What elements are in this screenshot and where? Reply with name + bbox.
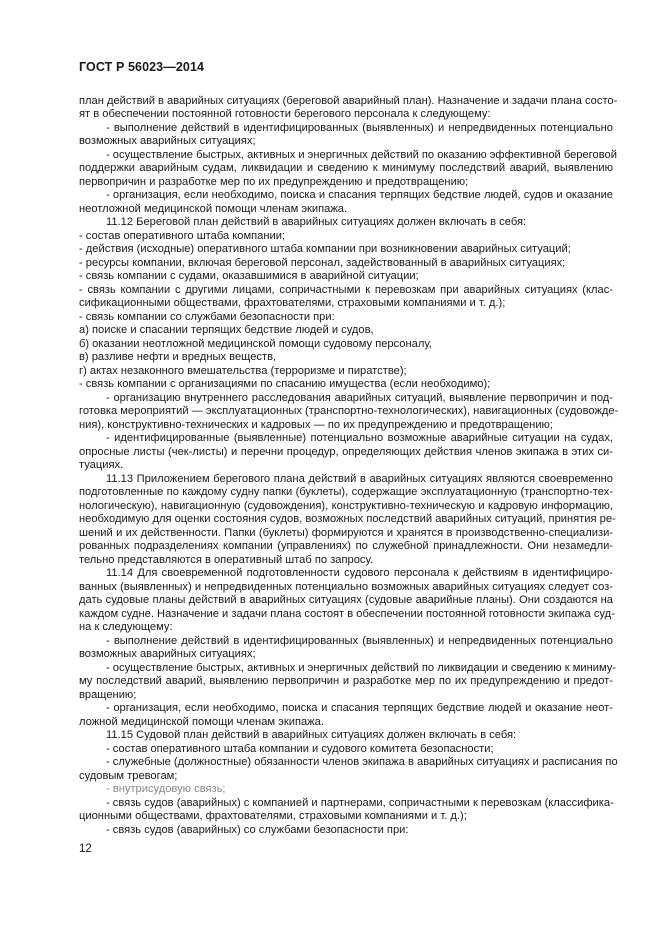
body-line: - связь компании с другими лицами, сопричастными к перевозкам при аварийных ситуациях (клас- [79, 283, 613, 296]
body-line: неотложной медицинской помощи членам экипажа. [79, 202, 348, 215]
body-line: а) поиске и спасании терпящих бедствие людей и судов, [79, 324, 374, 336]
body-line: б) оказании неотложной медицинской помощи судовому персоналу, [79, 337, 432, 350]
body-line: - организация, если необходимо, поиска и спасания терпящих бедствие людей, судов и оказание [106, 189, 613, 201]
body-line: - организация, если необходимо, поиска и спасания терпящих бедствие людей и оказание неот- [106, 702, 613, 714]
body-line: 11.15 Судовой план действий в аварийных ситуациях должен включать в себя: [106, 729, 517, 741]
body-line: возможных аварийных ситуациях; [79, 648, 256, 660]
body-line: - внутрисудовую связь; [106, 783, 226, 795]
body-line: - действия (исходные) оперативного штаба компании при возникновении аварийных ситуаций; [79, 243, 571, 255]
body-line: - состав оперативного штаба компании; [79, 229, 286, 242]
body-line: 11.13 Приложением берегового плана действий в аварийных ситуациях являются своевременно [106, 472, 613, 485]
body-line: ят в обеспечении постоянной готовности берегового персонала к следующему: [79, 108, 491, 120]
body-line: вращению; [79, 688, 137, 701]
body-line: необходимую для оценки состояния судов, возможных последствий аварийных ситуаций, принятия ре- [79, 513, 616, 525]
page-number: 12 [79, 843, 92, 855]
body-line: туациях. [79, 459, 124, 471]
body-text [79, 94, 619, 838]
body-line: - идентифицированные (выявленные) потенциально возможные аварийные ситуации на судах, [106, 432, 613, 444]
body-line: в) разливе нефти и вредных веществ, [79, 351, 277, 363]
body-line: первопричин и разработке мер по их предупреждению и предотвращению; [79, 175, 469, 188]
body-line: ционными обществами, фрахтователями, страховыми компаниями и т. д.); [79, 810, 467, 822]
body-line: возможных аварийных ситуациях; [79, 135, 256, 147]
body-line: - выполнение действий в идентифицированных (выявленных) и непредвиденных потенциально [106, 121, 613, 134]
standard-number-header: ГОСТ Р 56023—2014 [79, 60, 205, 74]
body-line: г) актах незаконного вмешательства (терроризме и пиратстве); [79, 364, 407, 377]
body-line: - связь компании с судами, оказавшимися в аварийной ситуации; [79, 270, 419, 282]
body-line: - служебные (должностные) обязанности членов экипажа в аварийных ситуациях и расписания по [106, 756, 618, 768]
body-line: нологическую), навигационную (судовождения), конструктивно-техническую и кадровую информацию, [79, 499, 613, 512]
body-line: - связь судов (аварийных) с компанией и партнерами, сопричастными к перевозкам (классифика- [106, 796, 614, 809]
body-line: - связь компании со службами безопасности при: [79, 310, 335, 323]
body-line: каждом судне. Назначение и задачи плана состоят в обеспечении постоянной готовности экипажа суд- [79, 607, 615, 620]
body-line: 11.14 Для своевременной подготовленности судового персонала к действиям в идентифициро- [106, 567, 613, 579]
body-line: план действий в аварийных ситуациях (береговой аварийный план). Назначение и задачи плана состо- [79, 94, 618, 107]
body-line: му последствий аварий, выявлению первопричин и разработке мер по их предупреждению и предот- [79, 675, 613, 687]
body-line: шений и их действенности. Папки (буклеты) формируются и хранятся в производственно-специализи- [79, 526, 613, 539]
body-line: 11.12 Береговой план действий в аварийных ситуациях должен включать в себя: [106, 216, 527, 228]
body-line: - осуществление быстрых, активных и энергичных действий по ликвидации и сведению к миниму- [106, 661, 617, 674]
body-line: опросные листы (чек-листы) и перечни процедур, определяющих действия членов экипажа в этих си- [79, 445, 613, 458]
body-line: - осуществление быстрых, активных и энергичных действий по оказанию эффективной береговой [106, 148, 617, 161]
body-line: поддержки аварийным судам, ликвидации и сведению к минимуму последствий аварий, выявлению [79, 162, 613, 174]
body-line: тельно представляются в оперативный штаб по запросу. [79, 553, 374, 566]
body-line: ванных (выявленных) и непредвиденных потенциально возможных аварийных ситуациях следует соз- [79, 580, 613, 593]
body-line: подготовленные по каждому судну папки (буклеты), содержащие эксплуатационную (транспортно-тех- [79, 486, 613, 498]
body-line: ложной медицинской помощи членам экипажа. [79, 715, 324, 728]
body-line: ния), конструктивно-технических и кадровых — по их предупреждению и предотвращению; [79, 418, 553, 431]
body-line: - организацию внутреннего расследования аварийных ситуаций, выявление первопричин и под- [106, 391, 613, 404]
body-line: на к следующему: [79, 621, 173, 633]
body-line: - связь судов (аварийных) со службами безопасности при: [106, 823, 409, 836]
body-line: рованных подразделениях компании (управлениях) по служебной принадлежности. Они незамедли- [79, 540, 613, 552]
body-line: дать судовые планы действий в аварийных ситуациях (судовые аварийные планы). Они создаются на [79, 594, 613, 606]
body-line: сификационными обществами, фрахтователями, страховыми компаниями и т. д.); [79, 297, 506, 309]
body-line: - ресурсы компании, включая береговой персонал, задействованный в аварийных ситуациях; [79, 256, 566, 269]
body-line: готовка мероприятий — эксплуатационных (транспортно-технологических), навигационных (судовожде- [79, 405, 619, 417]
body-line: - выполнение действий в идентифицированных (выявленных) и непредвиденных потенциально [106, 634, 613, 647]
body-line: - связь компании с организациями по спасанию имущества (если необходимо); [79, 378, 491, 390]
body-line: судовым тревогам; [79, 769, 178, 782]
body-line: - состав оперативного штаба компании и судового комитета безопасности; [106, 742, 494, 755]
